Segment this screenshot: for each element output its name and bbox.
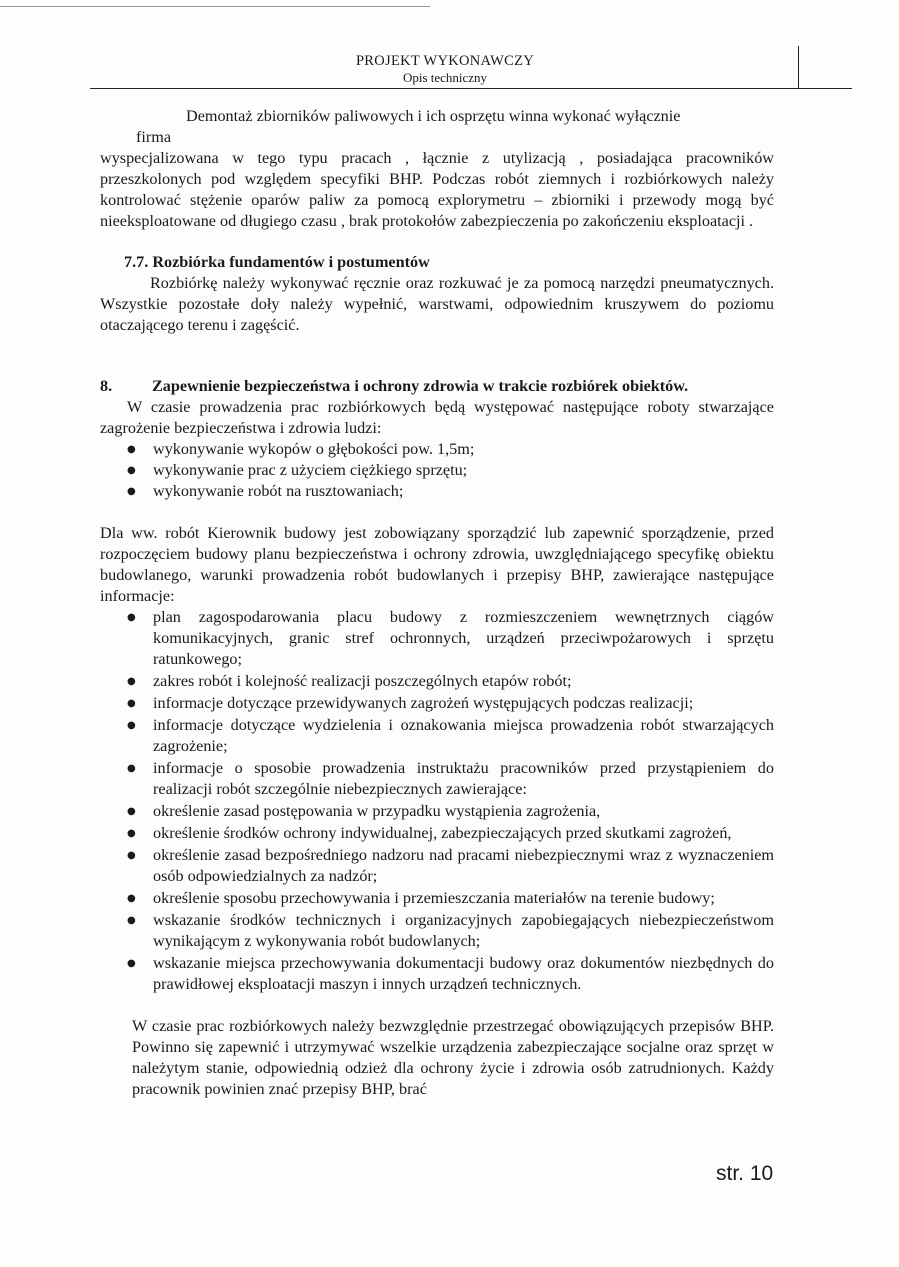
list-item: ● określenie sposobu przechowywania i przemieszczania materiałów na terenie budowy;: [100, 888, 774, 909]
section-8-paragraph-3: W czasie prac rozbiórkowych należy bezwzględnie przestrzegać obowiązujących przepisów BHP. Powinno się zapewnić i utrzymywać wszelkie urządzenia zabezpieczające socjalne oraz sprzęt w należytym stanie, odpowiednią odzież dla ochrony życie i zdrowia osób zatrudnionych. Każdy pracownik powinien znać przepisy BHP, brać: [132, 1017, 774, 1098]
scan-edge-line: [0, 6, 430, 7]
list-item: ● plan zagospodarowania placu budowy z rozmieszczeniem wewnętrznych ciągów komunikacyjnych, granic stref ochronnych, urządzeń przeciwpożarowych i sprzętu ratunkowego;: [100, 607, 774, 670]
header-vertical-bar: [798, 46, 799, 88]
intro-firma: firma: [136, 128, 172, 146]
section-8-intro: W czasie prowadzenia prac rozbiórkowych będą występować następujące roboty stwarzające zagrożenie bezpieczeństwa i zdrowia ludzi:: [100, 398, 774, 437]
plan-contents-list: [100, 607, 774, 995]
header-title: PROJEKT WYKONAWCZY: [355, 53, 535, 69]
list-item: ● wskazanie środków technicznych i organizacyjnych zapobiegających niebezpieczeństwom wynikającym z wykonywania robót budowlanych;: [100, 910, 774, 952]
section-8-title: Zapewnienie bezpieczeństwa i ochrony zdrowia w trakcie rozbiórek obiektów.: [152, 377, 689, 395]
section-8-number: 8.: [100, 377, 113, 395]
section-8-paragraph-2: Dla ww. robót Kierownik budowy jest zobowiązany sporządzić lub zapewnić sporządzenie, przed rozpoczęciem budowy planu bezpieczeństwa i ochrony zdrowia, uwzględniającego specyfikę obiektu budowlanego, warunki prowadzenia robót budowlanych i przepisy BHP, zawierające następujące informacje:: [100, 524, 774, 605]
list-item: ● określenie środków ochrony indywidualnej, zabezpieczających przed skutkami zagrożeń,: [100, 823, 774, 844]
page-number: str. 10: [716, 1162, 774, 1185]
header-rule: [90, 88, 852, 89]
section-7-7-title: 7.7. Rozbiórka fundamentów i postumentów: [124, 253, 430, 271]
hazard-list: [100, 439, 774, 502]
list-item: ● wykonywanie robót na rusztowaniach;: [100, 481, 774, 502]
intro-line1: Demontaż zbiorników paliwowych i ich osprzętu winna wykonać wyłącznie: [186, 107, 681, 125]
page-header: [90, 52, 800, 86]
document-body: [100, 106, 774, 1100]
header-subtitle: Opis techniczny: [402, 70, 488, 85]
list-item: ● określenie zasad postępowania w przypadku wystąpienia zagrożenia,: [100, 801, 774, 822]
section-7-7-body: Rozbiórkę należy wykonywać ręcznie oraz rozkuwać je za pomocą narzędzi pneumatycznych. Wszystkie pozostałe doły należy wypełnić, warstwami, odpowiednim kruszywem do poziomu otaczającego terenu i zagęścić.: [100, 274, 774, 334]
list-item: ● informacje o sposobie prowadzenia instruktażu pracowników przed przystąpieniem do realizacji robót szczególnie niebezpiecznych zawierające:: [100, 758, 774, 800]
list-item: ● informacje dotyczące przewidywanych zagrożeń występujących podczas realizacji;: [100, 693, 774, 714]
list-item: ● wskazanie miejsca przechowywania dokumentacji budowy oraz dokumentów niezbędnych do prawidłowej eksploatacji maszyn i innych urządzeń technicznych.: [100, 953, 774, 995]
list-item: ● informacje dotyczące wydzielenia i oznakowania miejsca prowadzenia robót stwarzających zagrożenie;: [100, 715, 774, 757]
list-item: ● zakres robót i kolejność realizacji poszczególnych etapów robót;: [100, 671, 774, 692]
list-item: ● wykonywanie prac z użyciem ciężkiego sprzętu;: [100, 460, 774, 481]
intro-paragraph: wyspecjalizowana w tego typu pracach , łącznie z utylizacją , posiadająca pracowników przeszkolonych pod względem specyfiki BHP. Podczas robót ziemnych i rozbiórkowych należy kontrolować stężenie oparów paliw za pomocą explorymetru – zbiorniki i przewody mogą być nieeksploatowane od długiego czasu , brak protokołów zabezpieczenia po zakończeniu eksploatacji .: [100, 149, 774, 230]
list-item: ● wykonywanie wykopów o głębokości pow. 1,5m;: [100, 439, 774, 460]
section-8-heading: [100, 376, 774, 397]
list-item: ● określenie zasad bezpośredniego nadzoru nad pracami niebezpiecznymi wraz z wyznaczeniem osób odpowiedzialnych za nadzór;: [100, 845, 774, 887]
